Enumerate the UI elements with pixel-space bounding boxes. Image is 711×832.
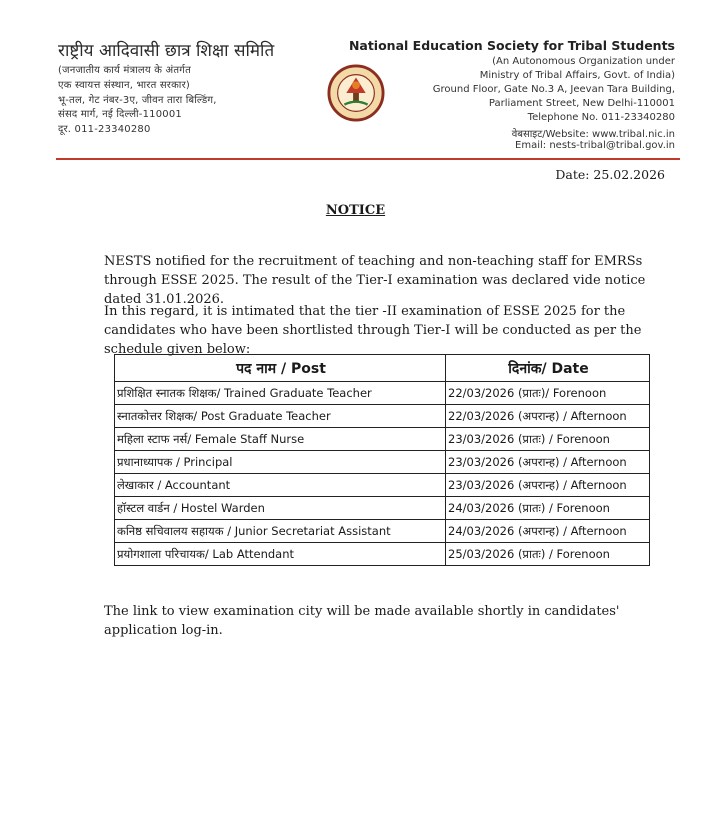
post-column-header: पद नाम / Post (115, 355, 446, 382)
english-address-line-4: Parliament Street, New Delhi-110001 (488, 98, 675, 109)
english-email: Email: nests-tribal@tribal.gov.in (515, 140, 675, 151)
date-column-header: दिनांक/ Date (446, 355, 650, 382)
english-address-line-1: (An Autonomous Organization under (492, 56, 675, 67)
org-name-english: National Education Society for Tribal Students (348, 38, 675, 53)
post-cell: कनिष्ठ सचिवालय सहायक / Junior Secretariat Assistant (115, 520, 446, 543)
english-website: वेबसाइट/Website: www.tribal.nic.in (511, 129, 675, 140)
schedule-paragraph: In this regard, it is intimated that the tier -II examination of ESSE 2025 for the candidates who have been shortlisted through Tier-I will be conducted as per the schedule given below: (104, 304, 642, 357)
post-cell: प्रधानाध्यापक / Principal (115, 451, 446, 474)
hindi-address-line-1: (जनजातीय कार्य मंत्रालय के अंतर्गत (58, 65, 191, 76)
date-cell: 23/03/2026 (अपरान्ह) / Afternoon (446, 451, 650, 474)
post-cell: महिला स्टाफ नर्स/ Female Staff Nurse (115, 428, 446, 451)
hindi-phone: दूर. 011-23340280 (58, 124, 151, 135)
hindi-address-line-3: भू-तल, गेट नंबर-3ए, जीवन तारा बिल्डिंग, (58, 95, 217, 106)
exam-schedule-table (114, 354, 650, 566)
table-row (115, 543, 650, 566)
date-cell: 24/03/2026 (प्रातः) / Forenoon (446, 497, 650, 520)
date-cell: 25/03/2026 (प्रातः) / Forenoon (446, 543, 650, 566)
date-cell: 24/03/2026 (अपरान्ह) / Afternoon (446, 520, 650, 543)
table-row (115, 520, 650, 543)
table-row (115, 405, 650, 428)
notice-title: NOTICE (325, 203, 386, 218)
notice-date: Date: 25.02.2026 (555, 167, 665, 182)
hindi-address-line-2: एक स्वायत्त संस्थान, भारत सरकार) (58, 80, 190, 91)
hindi-address-line-4: संसद मार्ग, नई दिल्ली-110001 (58, 109, 182, 120)
post-cell: प्रयोगशाला परिचायक/ Lab Attendant (115, 543, 446, 566)
footer-paragraph: The link to view examination city will be made available shortly in candidates' application log-in. (104, 604, 620, 638)
post-cell: लेखाकार / Accountant (115, 474, 446, 497)
date-cell: 22/03/2026 (प्रातः)/ Forenoon (446, 382, 650, 405)
post-cell: प्रशिक्षित स्नातक शिक्षक/ Trained Graduate Teacher (115, 382, 446, 405)
post-cell: हॉस्टल वार्डन / Hostel Warden (115, 497, 446, 520)
english-address-line-2: Ministry of Tribal Affairs, Govt. of India) (479, 70, 675, 81)
date-cell: 22/03/2026 (अपरान्ह) / Afternoon (446, 405, 650, 428)
org-name-hindi: राष्ट्रीय आदिवासी छात्र शिक्षा समिति (58, 41, 275, 61)
table-row (115, 451, 650, 474)
table-row (115, 428, 650, 451)
header-divider (56, 158, 680, 160)
english-address-line-3: Ground Floor, Gate No.3 A, Jeevan Tara Building, (432, 84, 675, 95)
english-phone: Telephone No. 011-23340280 (527, 112, 675, 123)
table-header-row (115, 355, 650, 382)
table-row (115, 382, 650, 405)
intro-paragraph: NESTS notified for the recruitment of teaching and non-teaching staff for EMRSs through ESSE 2025. The result of the Tier-I examination was declared vide notice dated 31.01.2026. (104, 254, 646, 307)
post-cell: स्नातकोत्तर शिक्षक/ Post Graduate Teacher (115, 405, 446, 428)
table-row (115, 497, 650, 520)
table-row (115, 474, 650, 497)
date-cell: 23/03/2026 (अपरान्ह) / Afternoon (446, 474, 650, 497)
nests-logo (327, 64, 385, 122)
date-cell: 23/03/2026 (प्रातः) / Forenoon (446, 428, 650, 451)
